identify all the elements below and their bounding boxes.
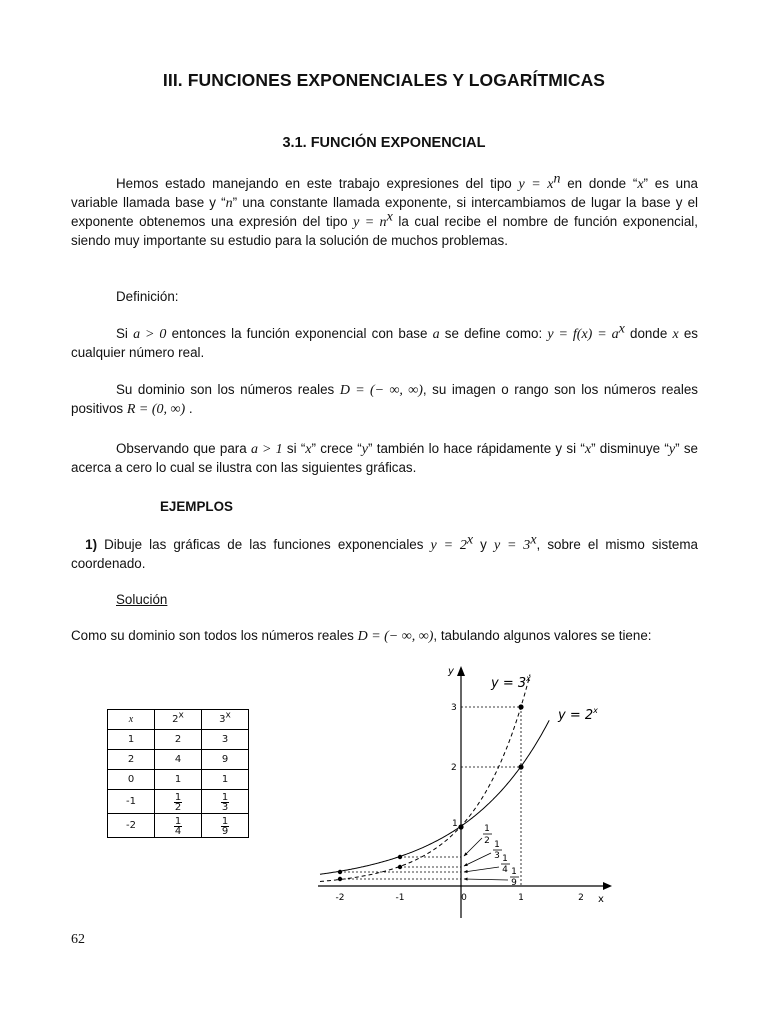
svg-text:9: 9 bbox=[511, 878, 517, 888]
table-row: 1 2 3 bbox=[108, 730, 249, 750]
point-3x-1 bbox=[518, 704, 523, 709]
growth-paragraph: Observando que para a > 1 si “x” crece “y” también lo hace rápidamente y si “x” disminuye “y” se acerca a cero lo cual se ilustra con las siguientes gráficas. bbox=[71, 441, 698, 475]
definition-paragraph: Si a > 0 entonces la función exponencial con base a se define como: $y = f(x) = a^x$ donde x es cualquier número real. bbox=[71, 321, 698, 360]
fraction-labels bbox=[483, 824, 519, 888]
solution-label: Solución bbox=[116, 592, 168, 607]
table-row: 2 4 9 bbox=[108, 750, 249, 770]
label-2x: $y = 2^x$ bbox=[558, 706, 598, 723]
y-axis-label: y bbox=[448, 666, 454, 677]
point-2x-neg2 bbox=[338, 870, 342, 874]
arrow-quarter-icon bbox=[464, 867, 499, 872]
point-3x-neg2 bbox=[338, 877, 342, 881]
svg-text:1: 1 bbox=[484, 824, 490, 834]
y-tick-label: 1 bbox=[452, 819, 458, 829]
arrow-third-icon bbox=[464, 853, 491, 866]
table-header-row: x 2$^x$ 3$^x$ bbox=[108, 710, 249, 730]
svg-text:1: 1 bbox=[494, 840, 500, 850]
values-table bbox=[107, 709, 249, 838]
svg-text:1: 1 bbox=[511, 867, 517, 877]
x-axis-arrow-icon bbox=[603, 882, 612, 890]
domain-paragraph: Su dominio son los números reales D = (− ∞, ∞), su imagen o rango son los números reales positivos R = (0, ∞) . bbox=[71, 382, 698, 417]
intro-paragraph: Hemos estado manejando en este trabajo expresiones del tipo $y = x^n$ en donde “x” es una variable llamada base y “n” una constante llamada exponente, si intercambiamos de lugar la base y el exponente obtenemos una expresión del tipo $y = n^x$ la cual recibe el nombre de función exponencial, siendo muy importante su estudio para la solución de muchos problemas. bbox=[71, 171, 699, 248]
y-tick-label: 3 bbox=[451, 703, 457, 713]
y-axis-arrow-icon bbox=[457, 666, 465, 676]
x-ticks bbox=[336, 893, 584, 903]
x-tick-label: 1 bbox=[518, 893, 524, 903]
solution-paragraph: Como su dominio son todos los números reales D = (− ∞, ∞), tabulando algunos valores se tiene: bbox=[71, 628, 652, 644]
table-row: -2 $\frac{1}{4}$ $\frac{1}{9}$ bbox=[108, 814, 249, 838]
x-tick-label: 0 bbox=[461, 893, 467, 903]
curve-2x bbox=[320, 720, 549, 874]
x-tick-label: -1 bbox=[395, 893, 405, 903]
svg-text:4: 4 bbox=[502, 865, 508, 875]
table-row: 0 1 1 bbox=[108, 770, 249, 790]
arrow-half-icon bbox=[464, 838, 482, 856]
example-1: 1) Dibuje las gráficas de las funciones exponenciales $y = 2^x$ y $y = 3^x$, sobre el mismo sistema coordenado. bbox=[71, 532, 698, 571]
section-title: 3.1. FUNCIÓN EXPONENCIAL bbox=[282, 135, 486, 151]
svg-text:2: 2 bbox=[484, 836, 490, 846]
arrow-ninth-icon bbox=[464, 879, 508, 880]
x-tick-label: -2 bbox=[335, 893, 345, 903]
svg-text:1: 1 bbox=[502, 854, 508, 864]
definition-label: Definición: bbox=[116, 289, 179, 304]
point-3x-neg1 bbox=[398, 865, 402, 869]
point-2x-1 bbox=[518, 764, 523, 769]
examples-heading: EJEMPLOS bbox=[160, 499, 233, 514]
page-number: 62 bbox=[71, 932, 85, 947]
label-3x: $y = 3^x$ bbox=[491, 674, 531, 691]
point-y-intercept bbox=[458, 824, 463, 829]
table-row: -1 $\frac{1}{2}$ $\frac{1}{3}$ bbox=[108, 790, 249, 814]
x-tick-label: 2 bbox=[578, 893, 584, 903]
exponential-graph bbox=[300, 655, 630, 920]
svg-text:3: 3 bbox=[494, 851, 500, 861]
x-axis-label: x bbox=[598, 894, 604, 905]
page-title: III. FUNCIONES EXPONENCIALES Y LOGARÍTMICAS bbox=[162, 70, 606, 90]
y-tick-label: 2 bbox=[451, 763, 457, 773]
point-2x-neg1 bbox=[398, 855, 402, 859]
